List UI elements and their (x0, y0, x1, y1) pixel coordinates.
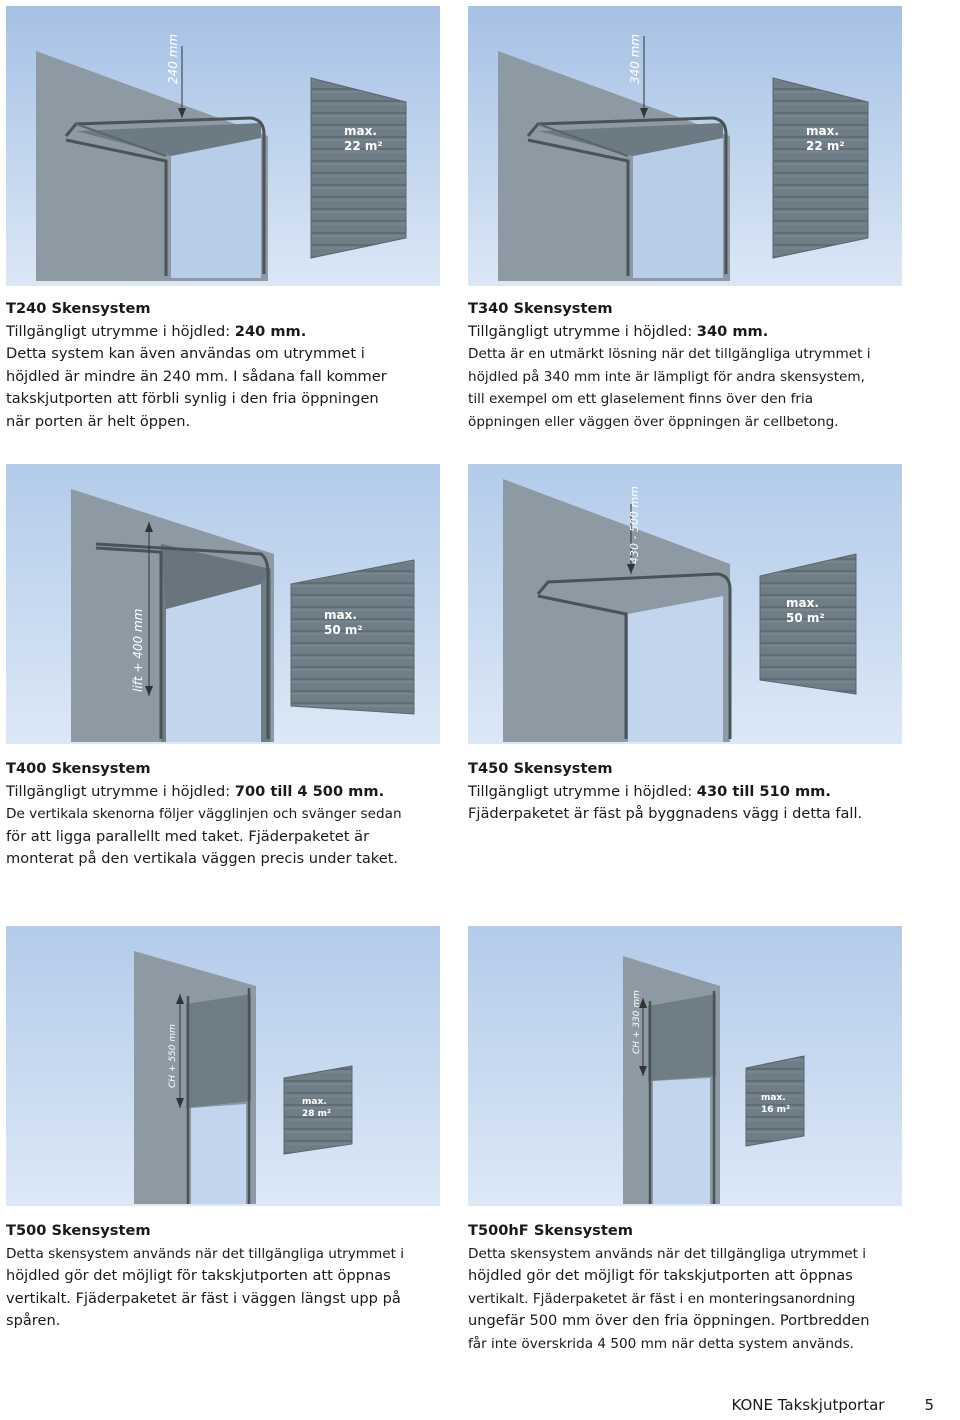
caption-t240-line: takskjutporten att förbli synlig i den fria öppningen (6, 390, 379, 408)
caption-t340-line: till exempel om ett glaselement finns över den fria (468, 391, 814, 408)
caption-t500hf-line: vertikalt. Fjäderpaketet är fäst i en monteringsanordning (468, 1290, 856, 1307)
t400-dimension-label: lift + 400 mm (131, 608, 145, 692)
caption-t450-title: T450 Skensystem (468, 760, 613, 777)
caption-t340-line: öppningen eller väggen över öppningen är cellbetong. (468, 413, 839, 430)
caption-t400-title: T400 Skensystem (6, 760, 151, 777)
t500hf-dimension-label: CH + 330 mm (632, 990, 642, 1054)
caption-t240-line: Detta system kan även användas om utrymmet i (6, 345, 365, 363)
figure-t500hf (468, 926, 902, 1206)
footer-brand: KONE Takskjutportar (731, 1396, 885, 1414)
caption-t400-line: De vertikala skenorna följer vägglinjen och svänger sedan (6, 806, 402, 823)
caption-t450-avail-value: 430 till 510 mm. (696, 782, 831, 800)
caption-t240-line: höjdled är mindre än 240 mm. I sådana fall kommer (6, 367, 387, 385)
caption-t500hf-title: T500hF Skensystem (468, 1222, 633, 1239)
figure-t500 (6, 926, 440, 1206)
t500hf-area-label: 16 m² (761, 1105, 790, 1115)
figure-t450 (468, 464, 902, 744)
caption-t240 (6, 298, 446, 434)
figure-t240 (6, 6, 440, 286)
caption-t240-avail-prefix: Tillgängligt utrymme i höjdled: (6, 322, 235, 340)
figure-t340 (468, 6, 902, 286)
caption-t500hf-line: höjdled gör det möjligt för takskjutporten att öppnas (468, 1267, 853, 1285)
t500-dimension-label: CH + 550 mm (168, 1024, 178, 1088)
t340-dimension-label: 340 mm (628, 33, 642, 84)
caption-t340-avail-value: 340 mm. (696, 322, 769, 340)
caption-t500-line: Detta skensystem används när det tillgängliga utrymmet i (6, 1245, 405, 1262)
caption-t340-line: höjdled på 340 mm inte är lämpligt för andra skensystem, (468, 368, 865, 385)
caption-t340-title: T340 Skensystem (468, 300, 613, 317)
t500-max-label: max. (302, 1097, 327, 1107)
caption-t450 (468, 758, 938, 826)
caption-t500-line: vertikalt. Fjäderpaketet är fäst i väggen längst upp på (6, 1289, 401, 1307)
t400-area-label: 50 m² (324, 623, 363, 637)
caption-t340-avail-prefix: Tillgängligt utrymme i höjdled: (468, 322, 697, 340)
caption-t240-avail-value: 240 mm. (234, 322, 307, 340)
figure-t400 (6, 464, 440, 744)
caption-t400-avail-prefix: Tillgängligt utrymme i höjdled: (6, 782, 235, 800)
caption-t500hf (468, 1220, 938, 1356)
t400-max-label: max. (324, 608, 357, 622)
t240-dimension-label: 240 mm (166, 33, 180, 84)
caption-t450-avail-prefix: Tillgängligt utrymme i höjdled: (468, 782, 697, 800)
t450-area-label: 50 m² (786, 611, 825, 625)
t340-area-label: 22 m² (806, 139, 845, 153)
page-number: 5 (924, 1396, 934, 1414)
caption-t500-title: T500 Skensystem (6, 1222, 151, 1239)
caption-t500-line: spåren. (6, 1312, 61, 1330)
caption-t400-line: för att ligga parallellt med taket. Fjäderpaketet är (6, 827, 370, 845)
caption-t500hf-line: får inte överskrida 4 500 mm när detta system används. (468, 1335, 854, 1352)
caption-t500 (6, 1220, 456, 1333)
t450-dimension-label: 430 - 500 mm (628, 486, 641, 564)
caption-t500-line: höjdled gör det möjligt för takskjutporten att öppnas (6, 1267, 391, 1285)
caption-t340-line: Detta är en utmärkt lösning när det tillgängliga utrymmet i (468, 346, 871, 363)
caption-t500hf-line: ungefär 500 mm över den fria öppningen. Portbredden (468, 1312, 870, 1330)
caption-t400-line: monterat på den vertikala väggen precis under taket. (6, 850, 399, 868)
t240-area-label: 22 m² (344, 139, 383, 153)
caption-t340 (468, 298, 938, 434)
t500-area-label: 28 m² (302, 1109, 331, 1119)
caption-t400 (6, 758, 456, 871)
caption-t450-line: Fjäderpaketet är fäst på byggnadens vägg i detta fall. (468, 805, 863, 823)
t450-max-label: max. (786, 596, 819, 610)
t240-max-label: max. (344, 124, 377, 138)
caption-t240-title: T240 Skensystem (6, 300, 151, 317)
t500hf-max-label: max. (761, 1093, 786, 1103)
page-footer (731, 1396, 934, 1414)
caption-t240-line: när porten är helt öppen. (6, 412, 191, 430)
caption-t500hf-line: Detta skensystem används när det tillgängliga utrymmet i (468, 1245, 867, 1262)
t340-max-label: max. (806, 124, 839, 138)
caption-t400-avail-value: 700 till 4 500 mm. (234, 782, 385, 800)
